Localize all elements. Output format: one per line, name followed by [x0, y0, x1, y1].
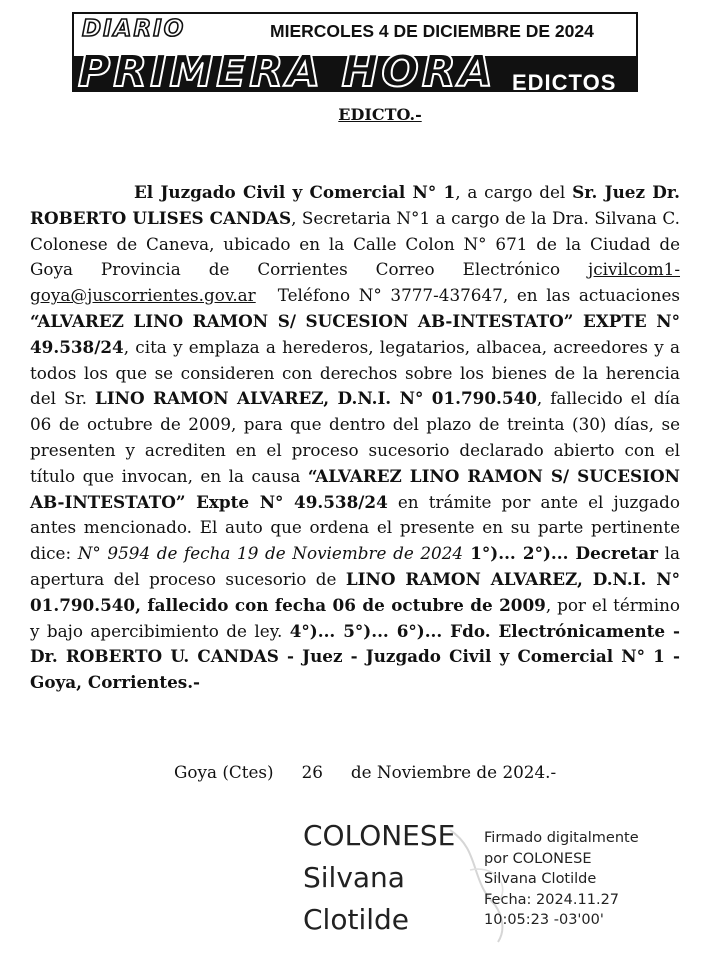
masthead-diario: DIARIO	[82, 16, 186, 42]
court-email-link[interactable]: jcivilcom1-goya@juscorrientes.gov.ar	[30, 259, 680, 306]
judge-name: Sr. Juez Dr. ROBERTO ULISES CANDAS	[30, 182, 680, 228]
case-title-repeat: “ALVAREZ LINO RAMON S/ SUCESION AB-INTESTATO” Expte N° 49.538/24	[30, 465, 680, 512]
signature-info-line: Silvana Clotilde	[484, 871, 597, 887]
body-text-segment: en trámite por ante el juzgado antes mencionado. El auto que ordena el presente en su parte pertinente dice:	[30, 491, 680, 564]
edict-body	[30, 180, 680, 696]
masthead	[72, 12, 638, 97]
signature-info-line: por COLONESE	[484, 850, 592, 867]
publication-date: MIERCOLES 4 DE DICIEMBRE DE 2024	[270, 21, 594, 41]
masthead-title: PRIMERA HORA	[78, 46, 496, 97]
body-text-segment: , por el término y bajo apercibimiento de ley.	[30, 594, 681, 641]
body-text-segment: , fallecido el día 06 de octubre de 2009, para que dentro del plazo de treinta (30) días, se presenten y acrediten en el proceso sucesorio declarado abierto con el título que invocan, en la causa	[30, 388, 681, 486]
document-title: EDICTO.-	[338, 105, 422, 124]
place-and-date	[174, 760, 556, 785]
signature-date-line: Fecha: 2024.11.27	[484, 891, 620, 908]
day: 26	[301, 762, 323, 782]
section-label: EDICTOS	[512, 70, 617, 95]
body-text-segment: , cita y emplaza a herederos, legatarios, albacea, acreedores y a todos los que se consideren con derechos sobre los bienes de la herencia del Sr.	[30, 336, 680, 409]
decree-opening: 1°)... 2°)... Decretar	[463, 543, 658, 564]
body-text-segment: , a cargo del	[455, 182, 573, 202]
signer-name-line: Clotilde	[303, 903, 409, 936]
body-text-segment: , Secretaria N°1 a cargo de la Dra. Silvana C. Colonese de Caneva, ubicado en la Calle Colon N° 671 de la Ciudad de Goya Provincia de Corrientes Correo Electrónico	[30, 207, 680, 280]
court-name: El Juzgado Civil y Comercial N° 1	[134, 182, 456, 202]
deceased-name: LINO RAMON ALVAREZ, D.N.I. N° 01.790.540	[94, 388, 537, 409]
signed-by: 4°)... 5°)... 6°)... Fdo. Electrónicamente - Dr. ROBERTO U. CANDAS - Juez - Juzgado Civil y Comercial N° 1 - Goya, Corrientes.-	[30, 620, 680, 693]
deceased-details: LINO RAMON ALVAREZ, D.N.I. N° 01.790.540, fallecido con fecha 06 de octubre de 2009	[30, 568, 680, 615]
signature-info-line: Firmado digitalmente	[484, 830, 639, 846]
signature-details	[484, 828, 639, 931]
signer-name-line: COLONESE	[303, 819, 456, 852]
body-text-segment: Teléfono N° 3777-437647, en las actuaciones	[277, 285, 680, 306]
body-text-segment: la apertura del proceso sucesorio de	[30, 543, 680, 589]
signature-time-line: 10:05:23 -03'00'	[484, 912, 604, 928]
place: Goya (Ctes)	[174, 762, 274, 782]
resolution-reference: N° 9594 de fecha 19 de Noviembre de 2024	[77, 543, 464, 564]
signer-name-line: Silvana	[303, 861, 405, 894]
signer-name	[303, 815, 455, 941]
month-year: de Noviembre de 2024.-	[350, 762, 557, 782]
case-title: “ALVAREZ LINO RAMON S/ SUCESION AB-INTESTATO” EXPTE N° 49.538/24	[30, 310, 680, 357]
